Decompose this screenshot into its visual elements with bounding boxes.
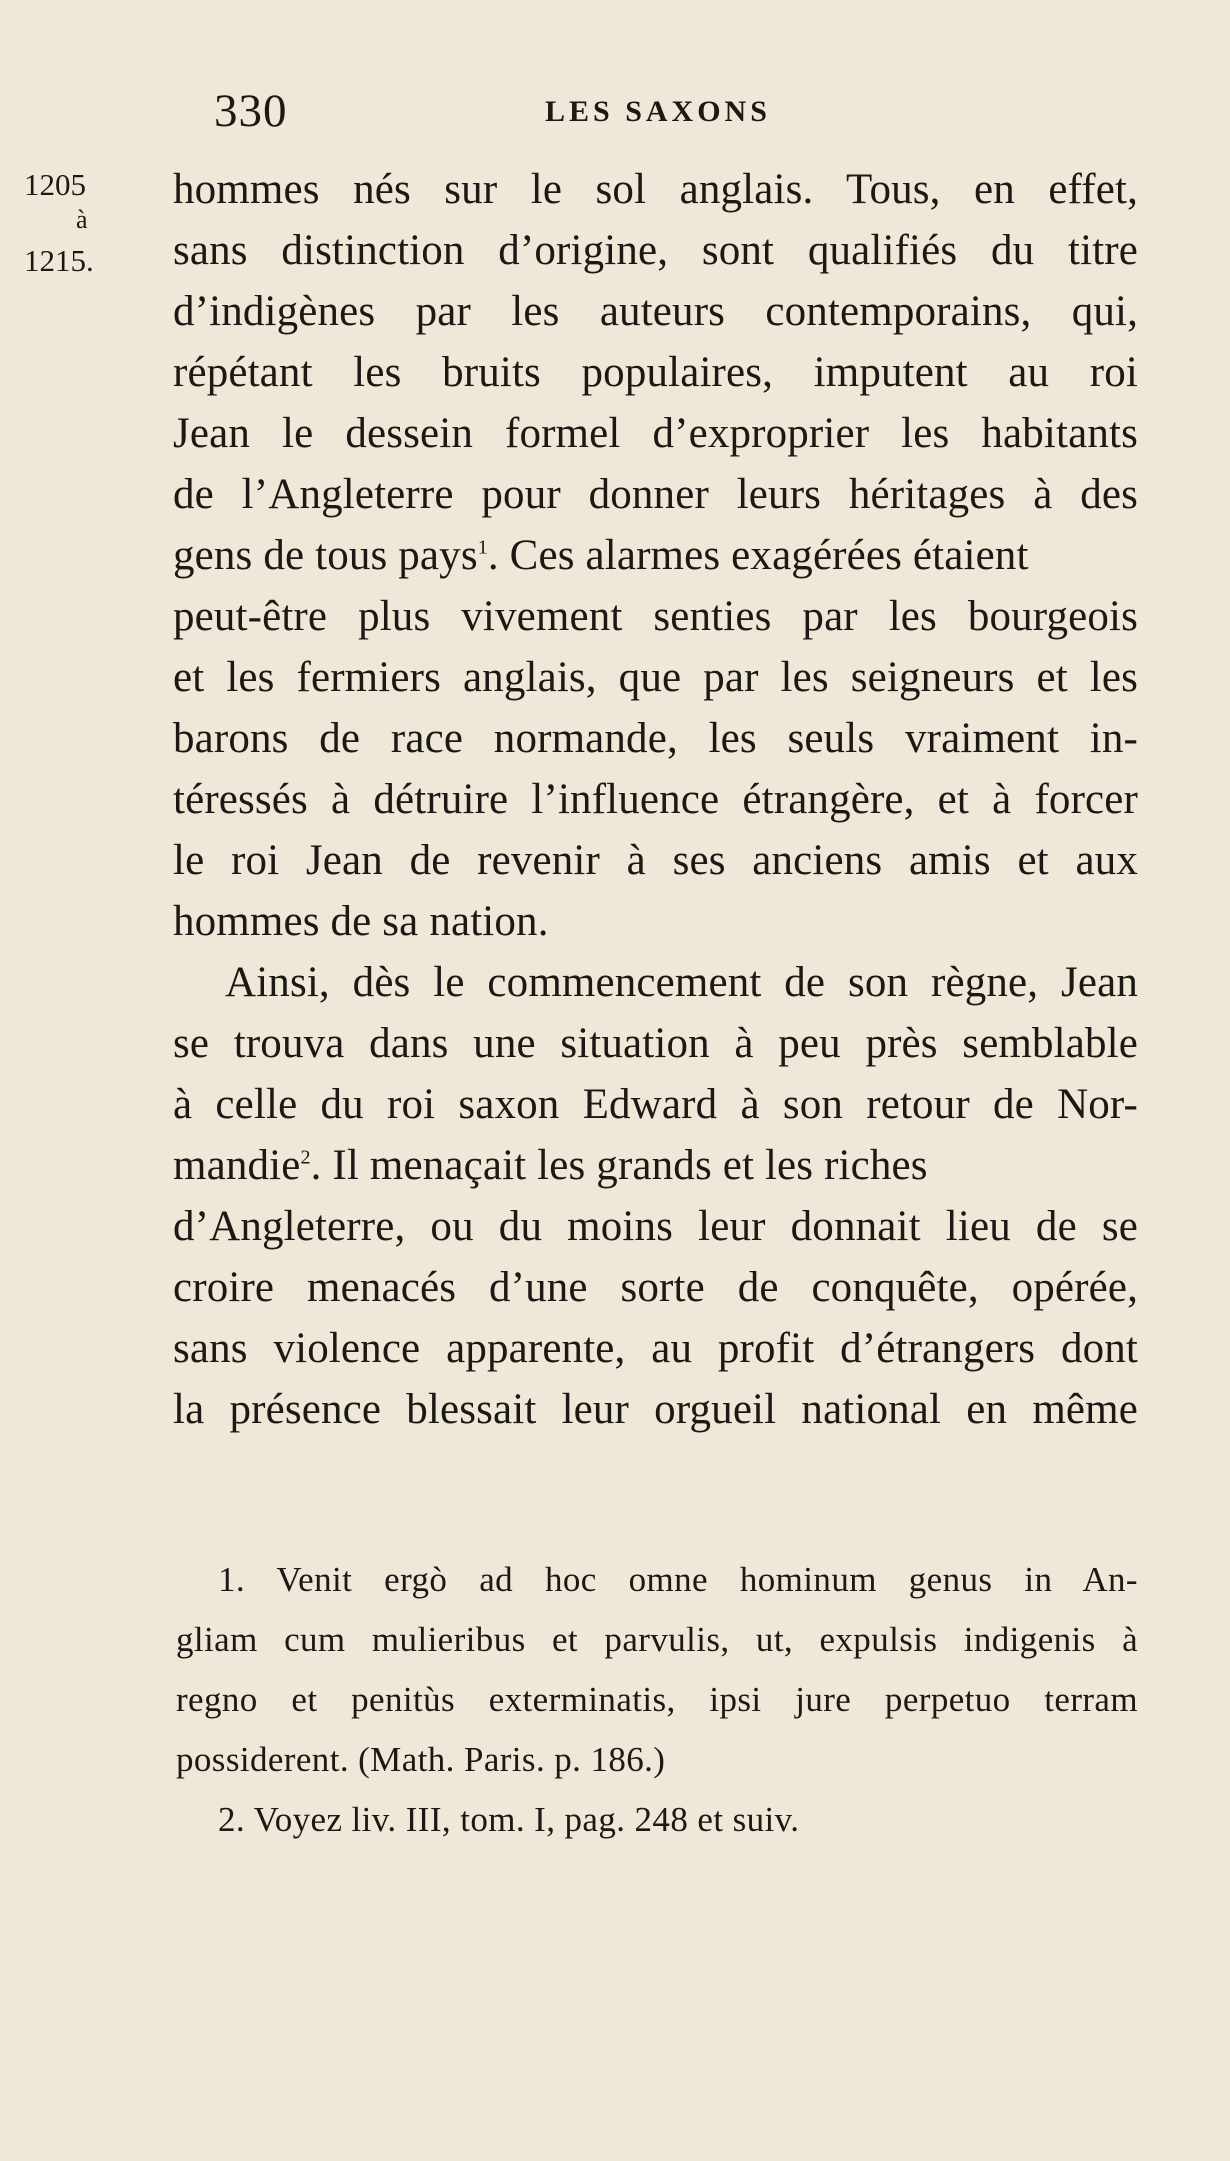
- running-title: LES SAXONS: [545, 95, 771, 128]
- footnotes: [176, 1550, 1138, 1839]
- footnote-line: 2. Voyez liv. III, tom. I, pag. 248 et suiv.: [218, 1800, 800, 1839]
- text-line: hommes nés sur le sol anglais. Tous, en effet,: [173, 166, 1138, 213]
- text-segment: . Ces alarmes exagérées étaient: [487, 532, 1029, 579]
- text-segment: . Il menaçait les grands et les riches: [310, 1142, 928, 1189]
- footnote-line: regno et penitùs exterminatis, ipsi jure perpetuo terram: [176, 1680, 1138, 1719]
- text-line: et les fermiers anglais, que par les seigneurs et les: [173, 654, 1138, 701]
- text-line: barons de race normande, les seuls vraiment in-: [173, 715, 1138, 762]
- footnote-line: 1. Venit ergò ad hoc omne hominum genus in An-: [218, 1560, 1138, 1599]
- text-line: sans distinction d’origine, sont qualifiés du titre: [173, 227, 1138, 274]
- text-line: peut-être plus vivement senties par les bourgeois: [173, 593, 1138, 640]
- text-line: à celle du roi saxon Edward à son retour de Nor-: [173, 1081, 1138, 1128]
- page-header: [0, 86, 1230, 136]
- text-line: la présence blessait leur orgueil national en même: [173, 1386, 1138, 1433]
- margin-date-range: [24, 168, 174, 278]
- text-line: d’Angleterre, ou du moins leur donnait lieu de se: [173, 1203, 1138, 1250]
- page-number: 330: [214, 85, 288, 137]
- footnote-line: possiderent. (Math. Paris. p. 186.): [176, 1740, 666, 1779]
- text-line: le roi Jean de revenir à ses anciens amis et aux: [173, 837, 1138, 884]
- margin-date-join: à: [76, 205, 88, 234]
- text-line: répétant les bruits populaires, imputent au roi: [173, 349, 1138, 396]
- footnote-marker: 1: [477, 536, 488, 559]
- text-line: se trouva dans une situation à peu près semblable: [173, 1020, 1138, 1067]
- text-line: sans violence apparente, au profit d’étrangers dont: [173, 1325, 1138, 1372]
- text-line: croire menacés d’une sorte de conquête, opérée,: [173, 1264, 1138, 1311]
- text-line: téressés à détruire l’influence étrangère, et à forcer: [173, 776, 1138, 823]
- main-text: [173, 159, 1138, 1479]
- footnote-marker: 2: [300, 1146, 311, 1169]
- footnote-line: gliam cum mulieribus et parvulis, ut, expulsis indigenis à: [176, 1620, 1138, 1659]
- text-line: de l’Angleterre pour donner leurs héritages à des: [173, 471, 1138, 518]
- text-line-with-note: [173, 525, 1138, 586]
- text-line: hommes de sa nation.: [173, 898, 549, 945]
- text-segment: mandie: [173, 1142, 301, 1189]
- text-line-with-note: [173, 1135, 1138, 1196]
- text-line: Jean le dessein formel d’exproprier les habitants: [173, 410, 1138, 457]
- text-line: d’indigènes par les auteurs contemporains, qui,: [173, 288, 1138, 335]
- text-segment: gens de tous pays: [173, 532, 478, 579]
- margin-date-end: 1215.: [24, 243, 94, 278]
- paragraph-start-line: Ainsi, dès le commencement de son règne, Jean: [225, 959, 1138, 1006]
- margin-date-start: 1205: [24, 167, 86, 202]
